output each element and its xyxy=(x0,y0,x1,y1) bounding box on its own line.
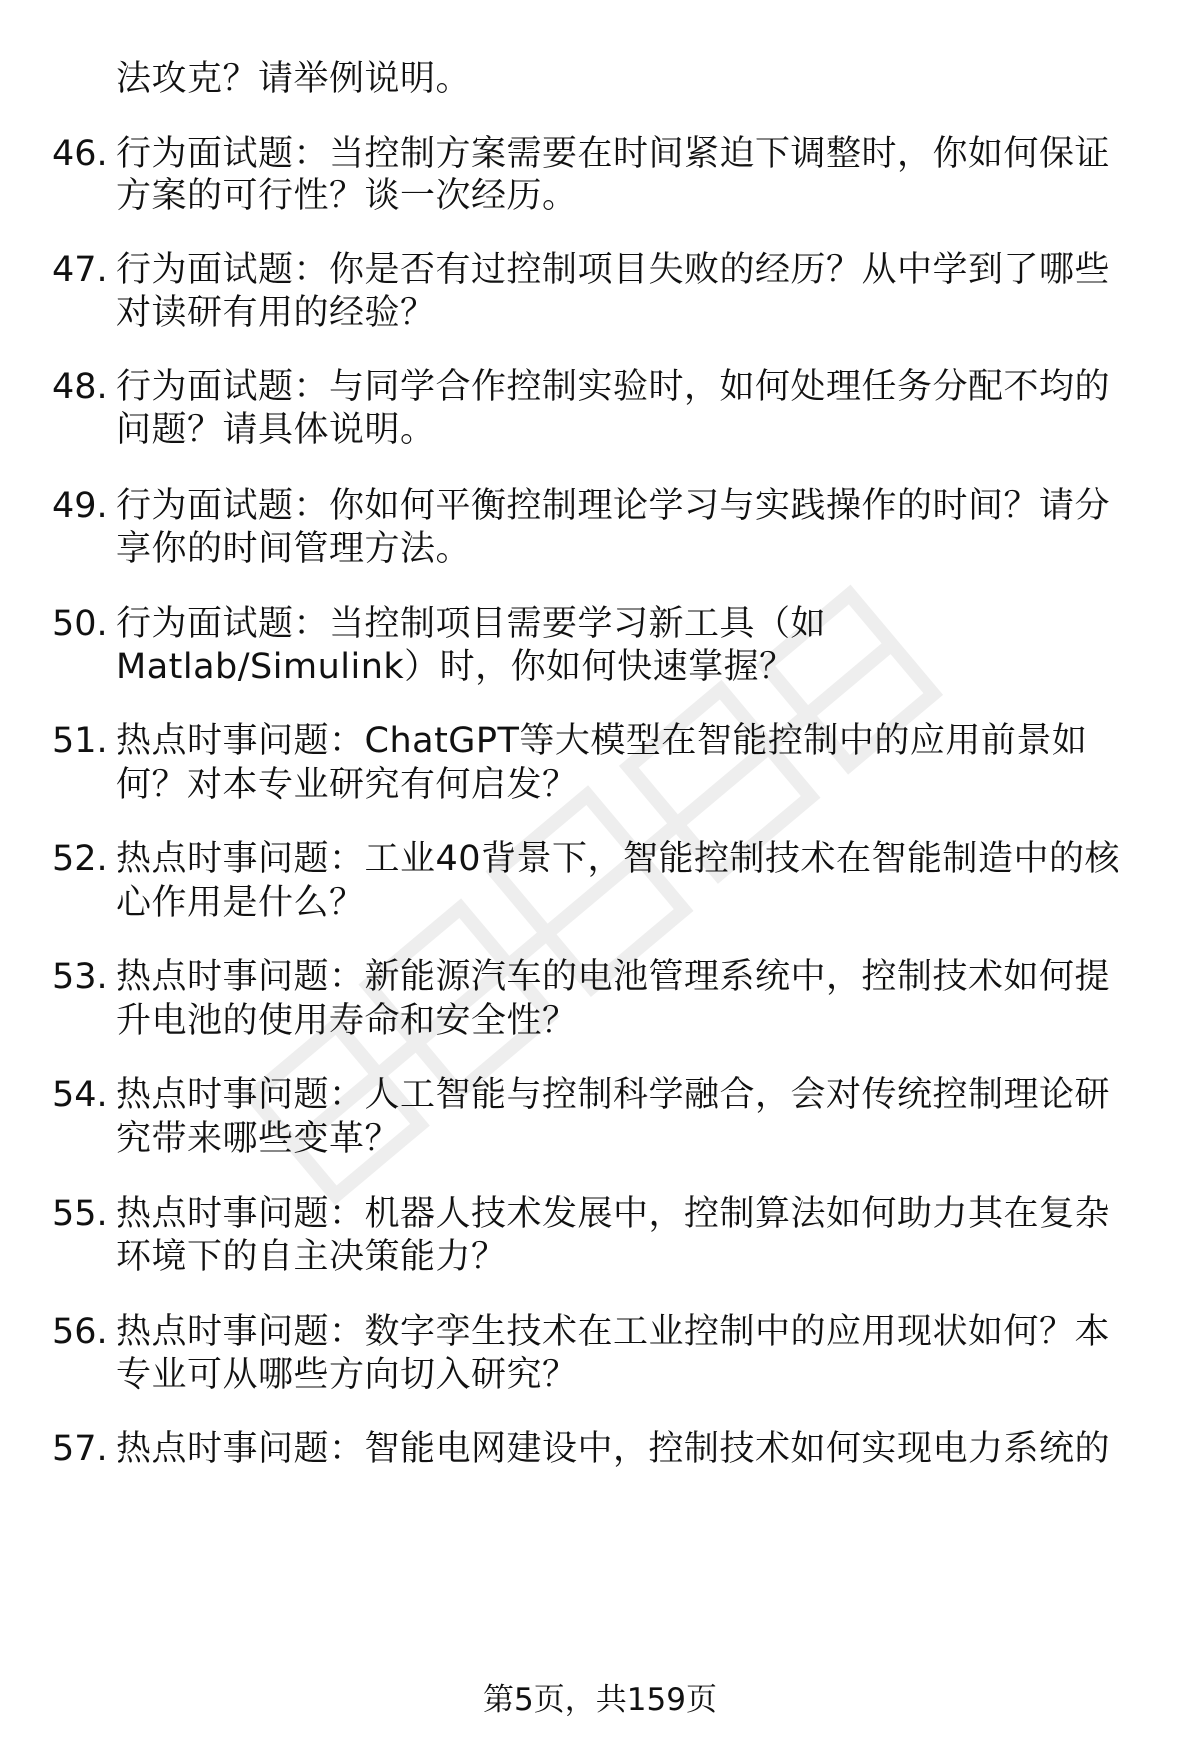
list-item-line: 行为面试题：当控制项目需要学习新工具（如 xyxy=(116,604,827,644)
list-item-line: 环境下的自主决策能力？ xyxy=(116,1237,507,1277)
list-item-line: 享你的时间管理方法。 xyxy=(116,529,472,569)
list-item-line: 热点时事问题：智能电网建设中，控制技术如何实现电力系统的 xyxy=(116,1429,1111,1469)
list-item-number: 51. xyxy=(52,721,108,761)
list-item-number: 48. xyxy=(52,367,108,407)
list-item-number: 55. xyxy=(52,1194,108,1234)
list-item-line: 问题？请具体说明。 xyxy=(116,410,436,450)
list-item-line: 究带来哪些变革？ xyxy=(116,1119,401,1159)
list-item-line: 行为面试题：你如何平衡控制理论学习与实践操作的时间？请分 xyxy=(116,486,1111,526)
list-item-number: 54. xyxy=(52,1075,108,1115)
list-item-line: 行为面试题：你是否有过控制项目失败的经历？从中学到了哪些 xyxy=(116,250,1111,290)
list-item-line: 方案的可行性？谈一次经历。 xyxy=(116,176,578,216)
page-footer: 第5页，共159页 xyxy=(483,1682,717,1718)
list-item-line: 热点时事问题：工业40背景下，智能控制技术在智能制造中的核 xyxy=(116,839,1121,879)
list-item-line: 何？对本专业研究有何启发？ xyxy=(116,765,578,805)
list-item-line: 升电池的使用寿命和安全性？ xyxy=(116,1001,578,1041)
list-item-number: 47. xyxy=(52,250,108,290)
list-item-line: 热点时事问题：数字孪生技术在工业控制中的应用现状如何？本 xyxy=(116,1312,1111,1352)
list-item-number: 57. xyxy=(52,1429,108,1469)
list-item-line: Matlab/Simulink）时，你如何快速掌握？ xyxy=(116,647,795,687)
list-item-line: 热点时事问题：ChatGPT等大模型在智能控制中的应用前景如 xyxy=(116,721,1088,761)
list-item-line: 心作用是什么？ xyxy=(116,883,365,923)
list-item-number: 56. xyxy=(52,1312,108,1352)
list-item-continuation-line-1: 法攻克？请举例说明。 xyxy=(116,59,472,99)
list-item-line: 热点时事问题：机器人技术发展中，控制算法如何助力其在复杂 xyxy=(116,1194,1111,1234)
list-item-number: 46. xyxy=(52,134,108,174)
list-item-number: 50. xyxy=(52,604,108,644)
list-item-line: 对读研有用的经验？ xyxy=(116,293,436,333)
list-item-line: 热点时事问题：新能源汽车的电池管理系统中，控制技术如何提 xyxy=(116,957,1111,997)
list-item-line: 热点时事问题：人工智能与控制科学融合，会对传统控制理论研 xyxy=(116,1075,1111,1115)
list-item-number: 52. xyxy=(52,839,108,879)
list-item-number: 53. xyxy=(52,957,108,997)
list-item-line: 专业可从哪些方向切入研究？ xyxy=(116,1355,578,1395)
list-item-line: 行为面试题：当控制方案需要在时间紧迫下调整时，你如何保证 xyxy=(116,134,1111,174)
list-item-number: 49. xyxy=(52,486,108,526)
list-item-line: 行为面试题：与同学合作控制实验时，如何处理任务分配不均的 xyxy=(116,367,1111,407)
